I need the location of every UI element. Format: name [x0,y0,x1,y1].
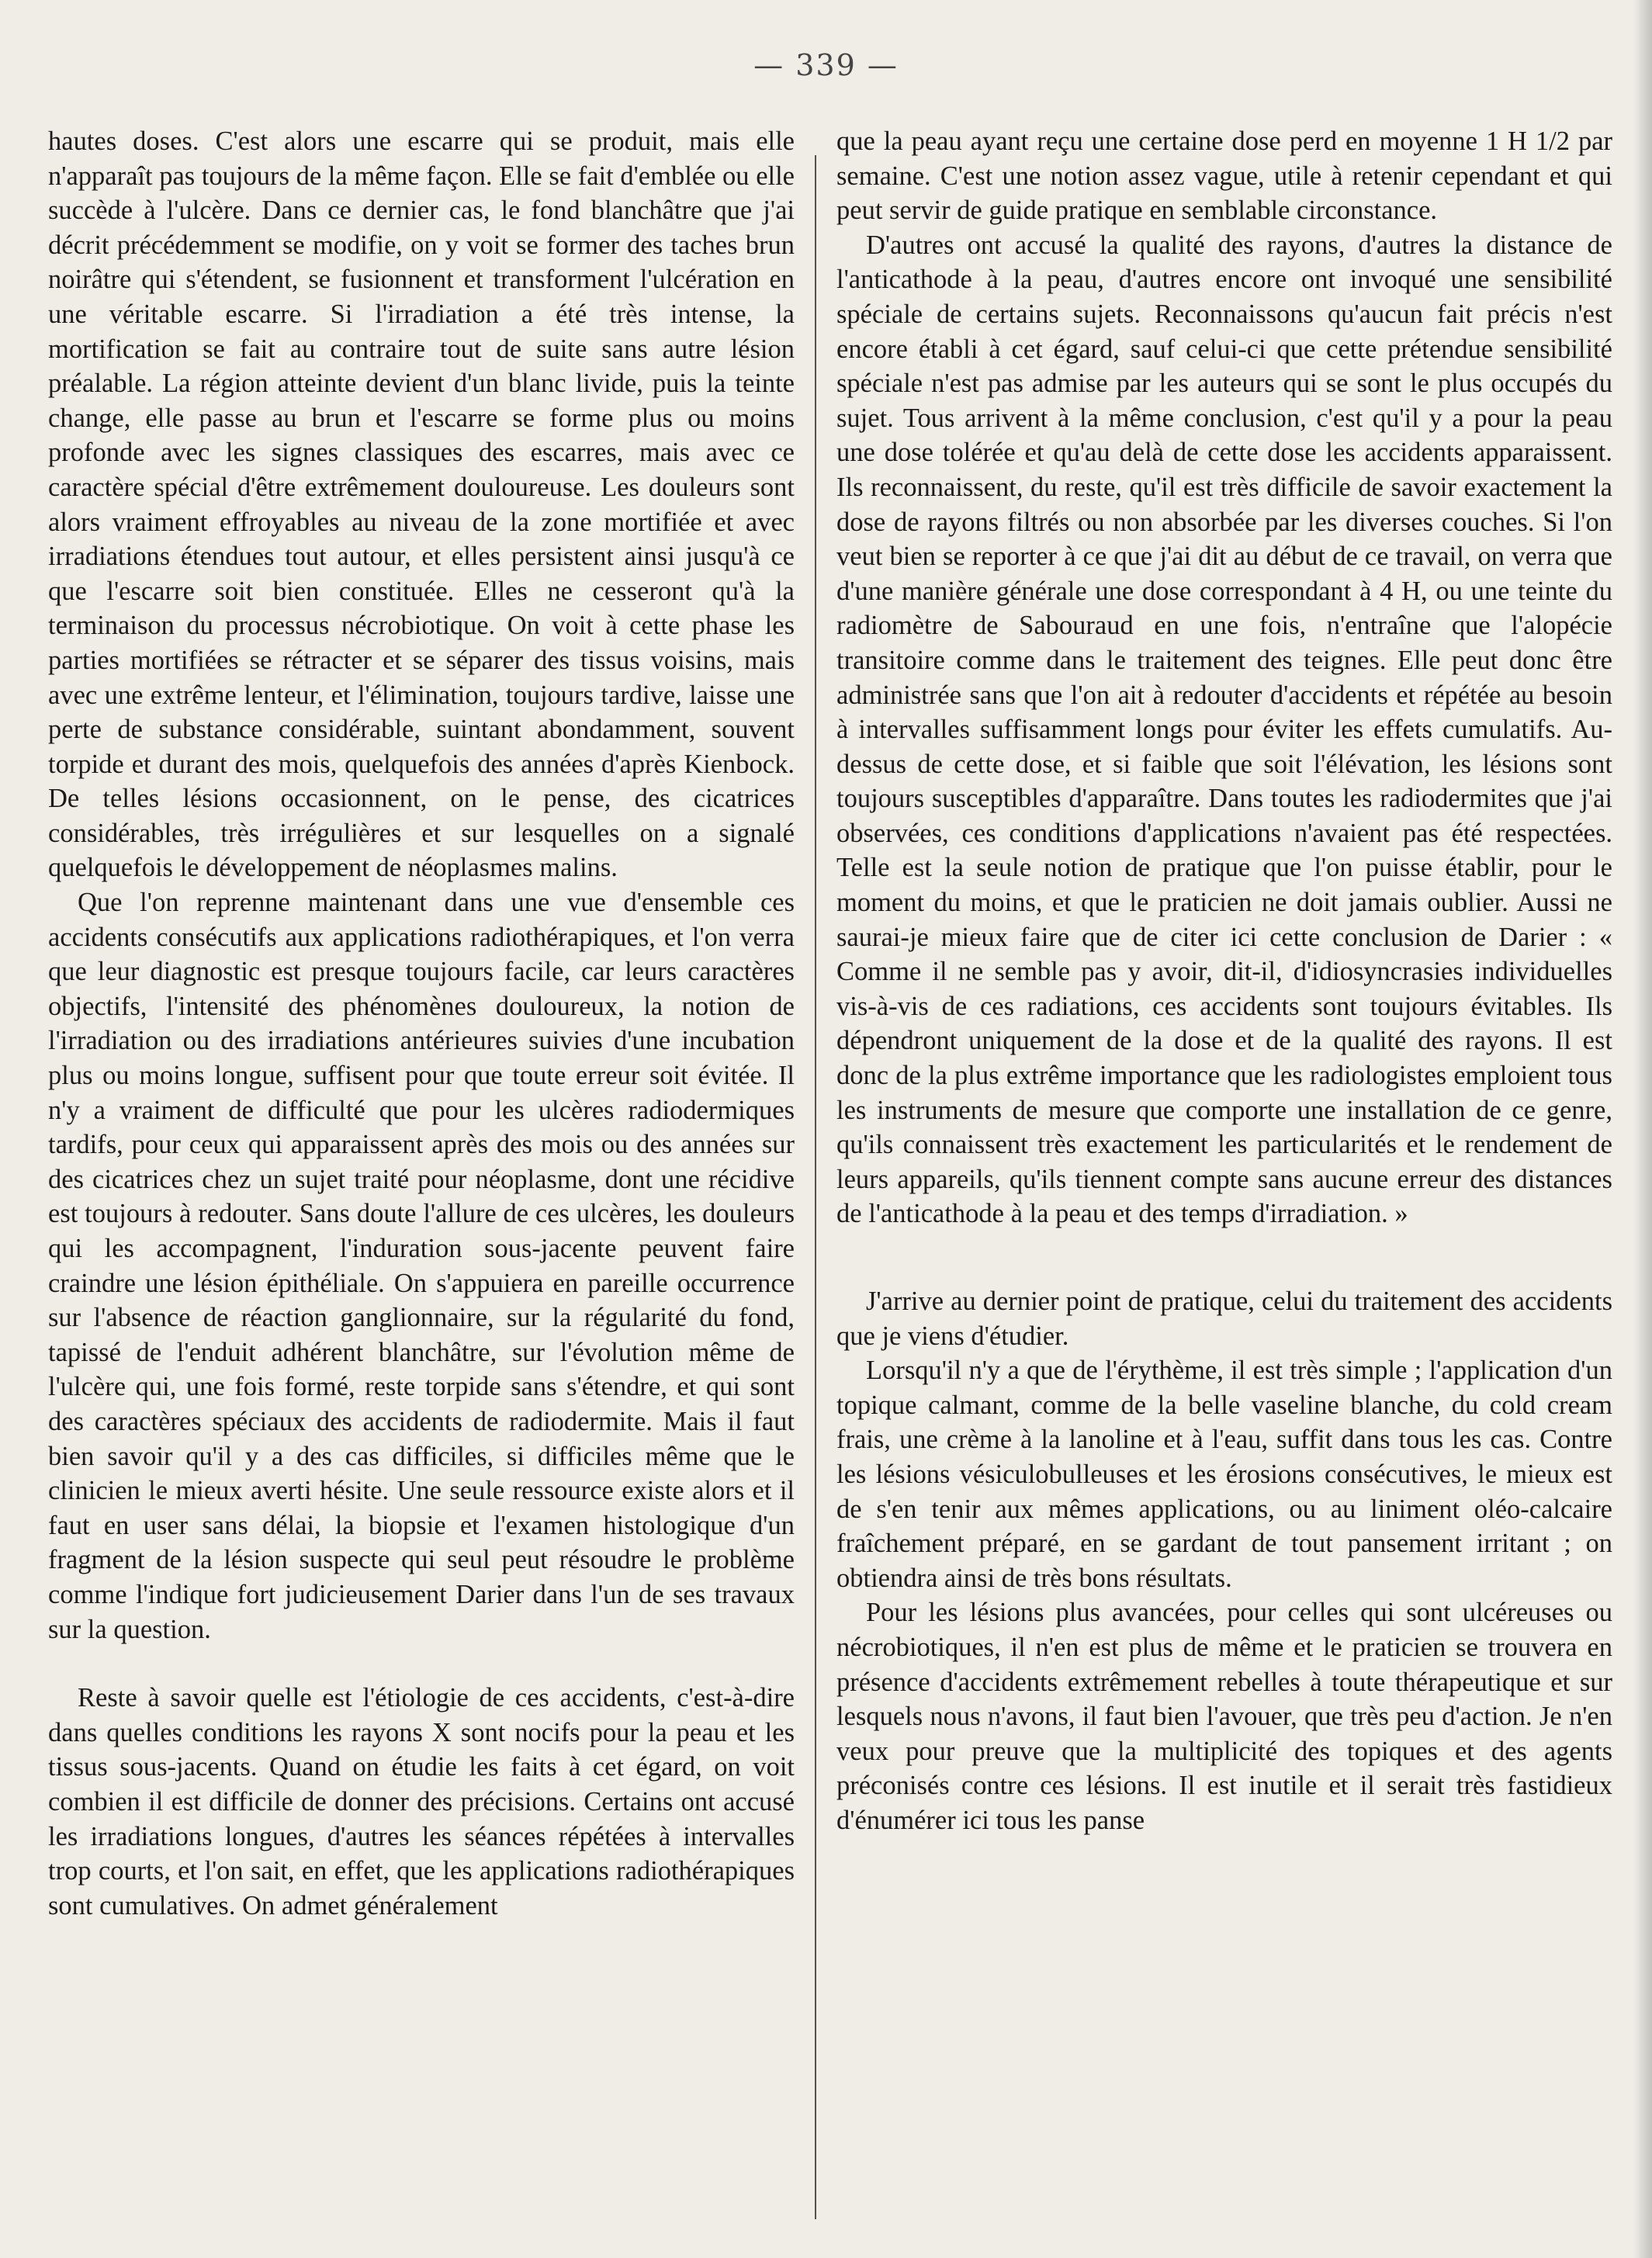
right-paragraph-4: Lorsqu'il n'y a que de l'érythème, il est très simple ; l'application d'un topique calmant, comme de la belle vaseline blanche, du cold cream frais, une crème à la lanoline et à l'eau, suffit dans tous les cas. Contre les lésions vésiculobulleuses et les érosions consécutives, le mieux est de s'en tenir aux mêmes applications, ou au liniment oléo-calcaire fraîchement préparé, en se gardant de tout pansement irritant ; on obtiendra ainsi de très bons résultats. [836,1356,1612,1593]
left-paragraph-1: hautes doses. C'est alors une escarre qui se produit, mais elle n'apparaît pas toujours de la même façon. Elle se fait d'emblée ou elle succède à l'ulcère. Dans ce dernier cas, le fond blanchâtre que j'ai décrit précédemment se modifie, on y voit se former des taches brun noirâtre qui s'étendent, se fusionnent et transforment l'ulcération en une véritable escarre. Si l'irradiation a été très intense, la mortification se fait au contraire tout de suite sans autre lésion préalable. La région atteinte devient d'un blanc livide, puis la teinte change, elle passe au brun et l'escarre se forme plus ou moins profonde avec les signes classiques des escarres, mais avec ce caractère spécial d'être extrêmement douloureuse. Les douleurs sont alors vraiment effroyables au niveau de la zone mortifiée et avec irradiations étendues tout autour, et elles persistent ainsi jusqu'à ce que l'escarre soit bien constituée. Elles ne cesseront qu'à la terminaison du processus nécrobiotique. On voit à cette phase les parties mortifiées se rétracter et se séparer des tissus voisins, mais avec une extrême lenteur, et l'élimination, toujours tardive, laisse une perte de substance considérable, suintant abondamment, souvent torpide et durant des mois, quelquefois des années d'après Kienbock. De telles lésions occasionnent, on le pense, des cicatrices considérables, très irrégulières et sur lesquelles on a signalé quelquefois le développement de néoplasmes malins. [48,126,795,883]
left-column [48,124,795,1923]
left-paragraph-3: Reste à savoir quelle est l'étiologie de ces accidents, c'est-à-dire dans quelles conditions les rayons X sont nocifs pour la peau et les tissus sous-jacents. Quand on étudie les faits à cet égard, on voit combien il est difficile de donner des précisions. Certains ont accusé les irradiations longues, d'autres les séances répétées à intervalles trop courts, et l'on sait, en effet, que les applications radiothérapiques sont cumulatives. On admet généralement [48,1683,795,1920]
right-column [836,124,1612,1838]
right-paragraph-5: Pour les lésions plus avancées, pour celles qui sont ulcéreuses ou nécrobiotiques, il n'en est plus de même et le praticien se trouvera en présence d'accidents extrêmement rebelles à toute thérapeutique et sur lesquels nous n'avons, il faut bien l'avouer, que très peu d'action. Je n'en veux pour preuve que la multiplicité des topiques et des agents préconisés contre ces lésions. Il est inutile et il serait très fastidieux d'énumérer ici tous les panse [836,1598,1612,1835]
column-divider [815,155,816,2219]
right-paragraph-3: J'arrive au dernier point de pratique, celui du traitement des accidents que je viens d'étudier. [836,1287,1612,1351]
page-edge-shadow [1633,0,1652,2258]
page-number: — 339 — [753,48,899,82]
right-paragraph-2: D'autres ont accusé la qualité des rayons, d'autres la distance de l'anticathode à la peau, d'autres encore ont invoqué une sensibilité spéciale de certains sujets. Reconnaissons qu'aucun fait précis n'est encore établi à cet égard, sauf celui-ci que cette prétendue sensibilité spéciale n'est pas admise par les auteurs qui se sont le plus occupés du sujet. Tous arrivent à la même conclusion, c'est qu'il y a pour la peau une dose tolérée et qu'au delà de cette dose les accidents apparaissent. Ils reconnaissent, du reste, qu'il est très difficile de savoir exactement la dose de rayons filtrés ou non absorbée par les diverses couches. Si l'on veut bien se reporter à ce que j'ai dit au début de ce travail, on verra que d'une manière générale une dose correspondant à 4 H, ou une teinte du radiomètre de Sabouraud en une fois, n'entraîne que l'alopécie transitoire comme dans le traitement des teignes. Elle peut donc être administrée sans que l'on ait à redouter d'accidents et répétée au besoin à intervalles suffisamment longs pour éviter les effets cumulatifs. Au-dessus de cette dose, et si faible que soit l'élévation, les lésions sont toujours susceptibles d'apparaître. Dans toutes les radiodermites que j'ai observées, ces conditions d'applications n'avaient pas été respectées. Telle est la seule notion de pratique que l'on puisse établir, pour le moment du moins, et que le praticien ne doit jamais oublier. Aussi ne saurai-je mieux faire que de citer ici cette conclusion de Darier : « Comme il ne semble pas y avoir, dit-il, d'idiosyncrasies individuelles vis-à-vis de ces radiations, ces accidents sont toujours évitables. Ils dépendront uniquement de la dose et de la qualité des rayons. Il est donc de la plus extrême importance que les radiologistes emploient tous les instruments de mesure que comporte une installation de ce genre, qu'ils connaissent très exactement les particularités et le rendement de leurs appareils, qu'ils tiennent compte sans aucune erreur des distances de l'anticathode à la peau et des temps d'irradiation. » [836,230,1612,1229]
left-paragraph-2: Que l'on reprenne maintenant dans une vue d'ensemble ces accidents consécutifs aux applications radiothérapiques, et l'on verra que leur diagnostic est presque toujours facile, car leurs caractères objectifs, l'intensité des phénomènes douloureux, la notion de l'irradiation ou des irradiations antérieures suivies d'une incubation plus ou moins longue, suffisent pour que toute erreur soit évitée. Il n'y a vraiment de difficulté que pour les ulcères radiodermiques tardifs, pour ceux qui apparaissent après des mois ou des années sur des cicatrices chez un sujet traité pour néoplasme, dont une récidive est toujours à redouter. Sans doute l'allure de ces ulcères, les douleurs qui les accompagnent, l'induration sous-jacente peuvent faire craindre une lésion épithéliale. On s'appuiera en pareille occurrence sur l'absence de réaction ganglionnaire, sur la régularité du fond, tapissé de l'enduit adhérent blanchâtre, sur l'évolution même de l'ulcère qui, une fois formé, reste torpide sans s'étendre, et qui sont des caractères spéciaux des accidents de radiodermite. Mais il faut bien savoir qu'il y a des cas difficiles, si difficiles même que le clinicien le mieux averti hésite. Une seule ressource existe alors et il faut en user sans délai, la biopsie et l'examen histologique d'un fragment de la lésion suspecte qui seul peut résoudre le problème comme l'indique fort judicieusement Darier dans l'un de ses travaux sur la question. [48,888,795,1644]
right-paragraph-1: que la peau ayant reçu une certaine dose perd en moyenne 1 H 1/2 par semaine. C'est une notion assez vague, utile à retenir cependant et qui peut servir de guide pratique en semblable circonstance. [836,126,1612,226]
